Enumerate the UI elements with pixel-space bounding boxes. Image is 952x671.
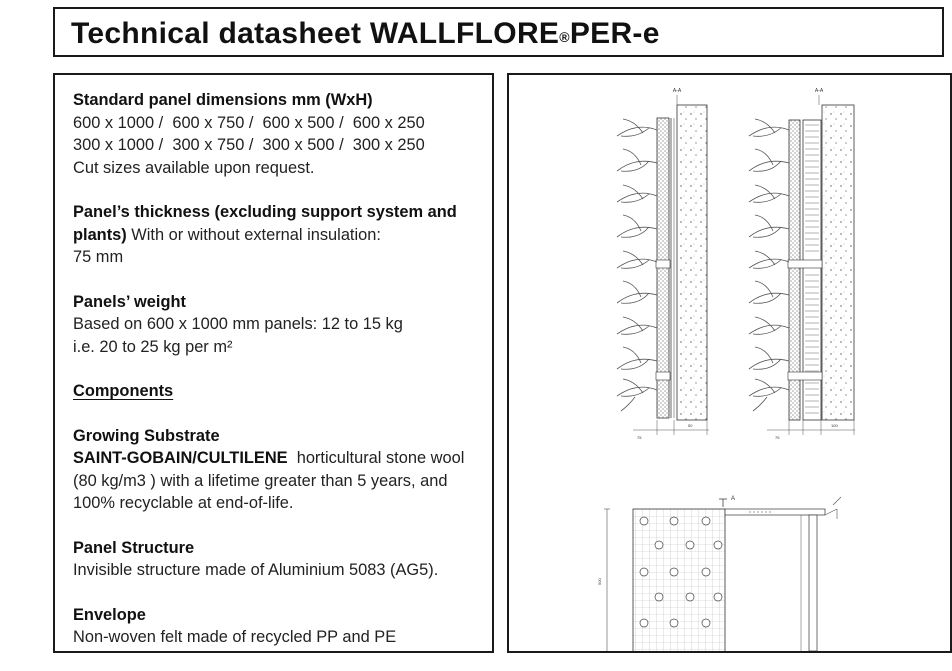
section-thickness [73, 201, 483, 269]
elevation-view [597, 496, 841, 651]
section-right [749, 88, 855, 440]
section-components [73, 380, 483, 403]
dimensions-line-2: 300 x 1000 / 300 x 750 / 300 x 500 / 300 x 250 [73, 136, 425, 154]
elevation-marker: A [731, 496, 736, 502]
page-title [71, 17, 660, 51]
dimension-left-1: 75 [637, 435, 642, 440]
substrate-heading: Growing Substrate [73, 426, 220, 445]
section-weight [73, 291, 483, 359]
section-dimensions [73, 89, 483, 179]
dimension-right-1: 75 [775, 435, 780, 440]
substrate-brand: SAINT-GOBAIN/CULTILENE [73, 449, 288, 467]
weight-line-1: Based on 600 x 1000 mm panels: 12 to 15 kg [73, 315, 403, 333]
thickness-value: 75 mm [73, 248, 124, 266]
thickness-text: With or without external insulation: [126, 225, 381, 244]
registered-mark: ® [559, 29, 570, 45]
envelope-heading: Envelope [73, 605, 146, 624]
section-left-label: A-A [672, 88, 682, 94]
dimensions-heading: Standard panel dimensions mm (WxH) [73, 91, 373, 109]
section-structure [73, 537, 483, 582]
structure-heading: Panel Structure [73, 538, 195, 557]
title-suffix: PER-e [569, 17, 660, 50]
thickness-heading: Panel’s thickness (excluding support system and plants) [73, 203, 457, 244]
dimension-right-2: 100 [831, 423, 838, 428]
structure-text: Invisible structure made of Aluminium 5083 (AG5). [73, 561, 439, 579]
title-box [53, 7, 944, 57]
drawing-panel [507, 73, 952, 653]
section-left [617, 88, 709, 440]
substrate-text: horticultural stone wool (80 kg/m3 ) with a lifetime greater than 5 years, and 100% recyclable at end-of-life. [73, 449, 469, 512]
envelope-text: Non-woven felt made of recycled PP and PE [73, 628, 397, 646]
specs-content [73, 89, 483, 671]
weight-line-2: i.e. 20 to 25 kg per m² [73, 337, 233, 356]
dimensions-line-1: 600 x 1000 / 600 x 750 / 600 x 500 / 600 x 250 [73, 113, 425, 132]
specs-panel [53, 73, 494, 653]
weight-heading: Panels’ weight [73, 292, 186, 311]
section-substrate [73, 425, 483, 515]
technical-drawing [509, 75, 950, 651]
section-envelope [73, 604, 483, 649]
section-right-label: A-A [814, 88, 824, 94]
title-prefix: Technical datasheet WALLFLORE [71, 17, 560, 50]
dimensions-line-3: Cut sizes available upon request. [73, 158, 315, 177]
dimension-height: 500 [597, 578, 602, 585]
components-heading: Components [73, 382, 174, 400]
dimension-left-2: 50 [688, 423, 693, 428]
